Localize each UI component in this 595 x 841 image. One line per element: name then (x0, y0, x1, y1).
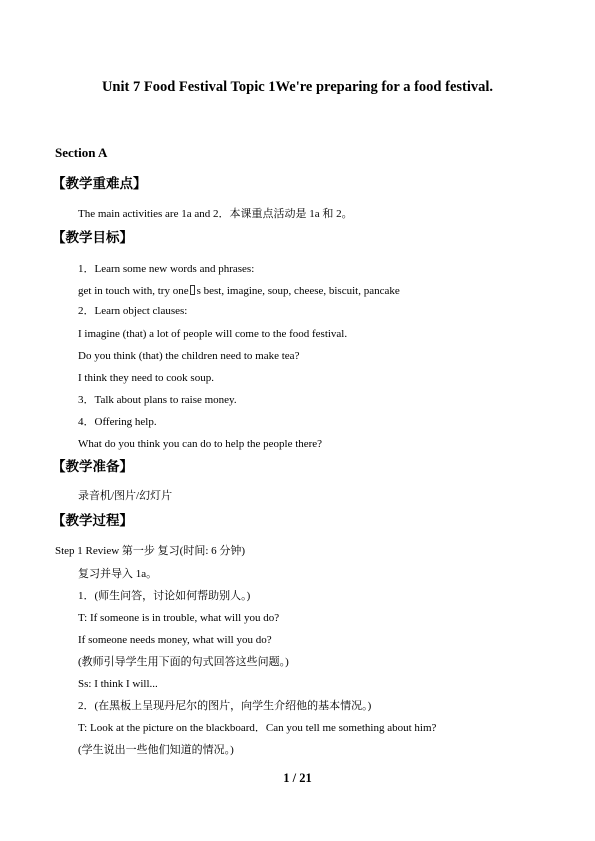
heading-objectives: 【教学目标】 (52, 230, 133, 246)
page-number: 1 / 21 (283, 771, 312, 785)
process-question-2: If someone needs money, what will you do? (78, 634, 272, 646)
process-note-1: (教师引导学生用下面的句式回答这些问题。) (78, 656, 289, 668)
process-intro: 复习并导入 1a。 (78, 568, 158, 580)
objective-item-1: 1．Learn some new words and phrases: (78, 263, 255, 275)
objective-words-b: s best, imagine, soup, cheese, biscuit, pancake (196, 285, 400, 297)
objective-example-2: Do you think (that) the children need to make tea? (78, 350, 300, 362)
process-note-2: (学生说出一些他们知道的情况。) (78, 744, 234, 756)
process-question-1: T: If someone is in trouble, what will you do? (78, 612, 280, 624)
process-students-answer: Ss: I think I will... (78, 678, 158, 690)
heading-preparation: 【教学准备】 (52, 459, 133, 475)
objective-words-a: get in touch with, try one (78, 285, 189, 297)
objective-example-4: What do you think you can do to help the people there? (78, 438, 323, 450)
objective-item-3: 3．Talk about plans to raise money. (78, 394, 237, 406)
heading-key-points: 【教学重难点】 (52, 176, 147, 192)
document-title: Unit 7 Food Festival Topic 1We're preparing for a food festival. (101, 79, 494, 95)
objective-item-2: 2．Learn object clauses: (78, 305, 188, 317)
process-point-2: 2．(在黑板上呈现丹尼尔的图片，向学生介绍他的基本情况。) (78, 700, 372, 712)
section-heading: Section A (55, 145, 108, 160)
process-point-1: 1．(师生问答，讨论如何帮助别人。) (78, 590, 251, 602)
objective-item-4: 4．Offering help. (78, 416, 157, 428)
objective-example-3: I think they need to cook soup. (78, 372, 214, 384)
heading-process: 【教学过程】 (52, 513, 133, 529)
preparation-text: 录音机/图片/幻灯片 (78, 490, 173, 502)
objective-words (78, 285, 400, 297)
process-step-1: Step 1 Review 第一步 复习(时间: 6 分钟) (55, 545, 246, 557)
key-points-text: The main activities are 1a and 2．本课重点活动是 1a 和 2。 (78, 208, 353, 220)
process-teacher-2: T: Look at the picture on the blackboard．Can you tell me something about him? (78, 722, 437, 734)
objective-example-1: I imagine (that) a lot of people will come to the food festival. (78, 328, 348, 340)
missing-glyph-box (190, 285, 195, 295)
